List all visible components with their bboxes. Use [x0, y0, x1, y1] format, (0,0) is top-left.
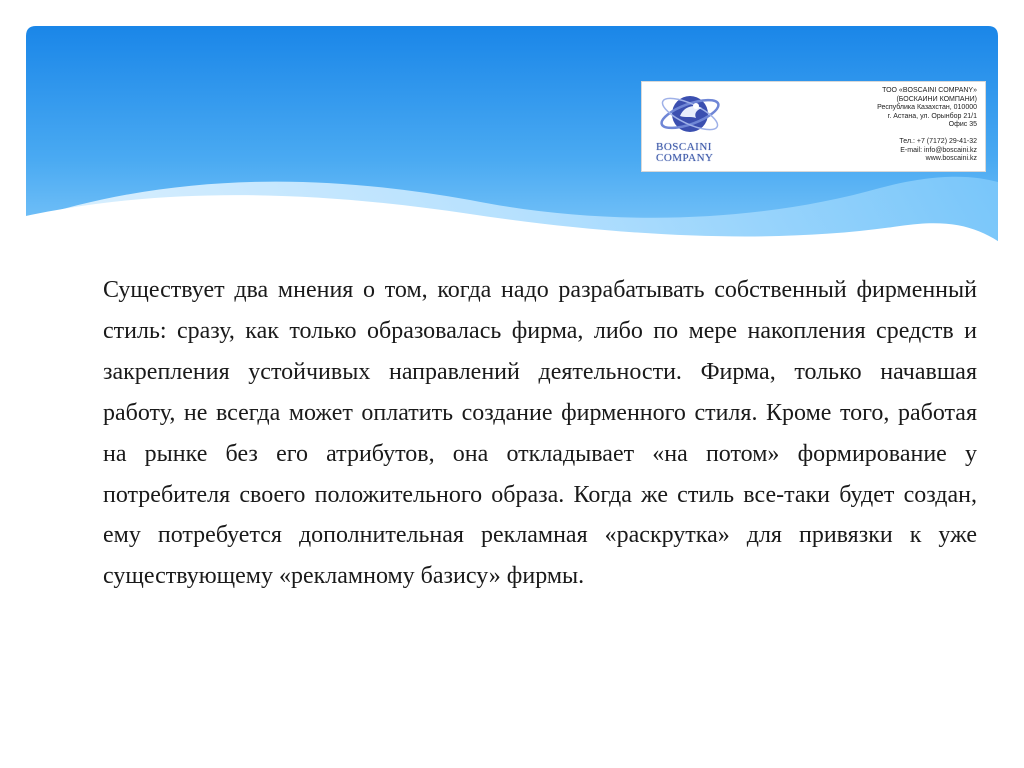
- contact-country: Республика Казахстан, 010000: [877, 104, 977, 112]
- contact-company-name-ru: (БОСКАИНИ КОМПАНИ): [896, 95, 977, 103]
- company-wordmark: [656, 142, 766, 164]
- wordmark-line-2: COMPANY: [656, 152, 714, 164]
- contact-phone: Тел.: +7 (7172) 29-41-32: [899, 137, 977, 145]
- contact-address: г. Астана, ул. Орынбор 21/1: [887, 112, 977, 120]
- dove-globe-emblem-icon: [650, 86, 730, 148]
- wordmark-line-1: BOSCAINI: [656, 141, 712, 153]
- body-paragraph: Существует два мнения о том, когда надо разрабатывать собственный фирменный стиль: сразу, как только образовалась фирма, либо по мере накопления средств и закрепления устойчивых направлений деятельности. Фирма, только начавшая работу, не всегда может оплатить создание фирменного стиля. Кроме того, работая на рынке без его атрибутов, она откладывает «на потом» формирование у потребителя своего положительного образа. Когда же стиль все-таки будет создан, ему потребуется дополнительная рекламная «раскрутка» для привязки к уже существующему «рекламному базису» фирмы.: [103, 277, 977, 590]
- contact-company-name: ТОО «BOSCAINI COMPANY»: [882, 87, 977, 94]
- contact-office: Офис 35: [948, 121, 977, 129]
- contact-block: [797, 87, 977, 164]
- contact-website: www.boscaini.kz: [925, 155, 977, 163]
- contact-email: E-mail: info@boscaini.kz: [900, 146, 977, 154]
- company-logo-card: [641, 81, 986, 172]
